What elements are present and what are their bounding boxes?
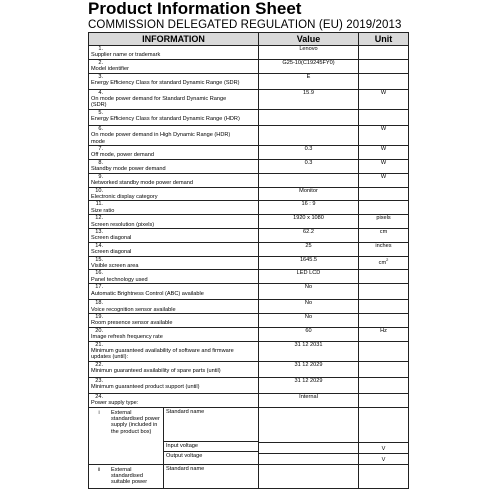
table-row	[89, 361, 409, 377]
table-row	[89, 109, 409, 125]
power-supply-description: External standardised power supply (included in the product box)	[109, 408, 164, 464]
unit-text: W	[380, 159, 387, 166]
row-number: 4.	[98, 89, 103, 96]
row-label: Minimun guaranteed availability of spare parts (until)	[91, 368, 221, 375]
unit-text: Hz	[380, 327, 387, 334]
power-supply-row	[89, 407, 409, 442]
value-cell: 1920 x 1080	[259, 215, 359, 229]
row-number: 11.	[95, 201, 103, 208]
table-row	[89, 159, 409, 173]
value-cell	[259, 109, 359, 125]
table-row	[89, 314, 409, 328]
row-label: Image refresh frequency rate	[91, 334, 163, 341]
row-number: 14.	[95, 242, 103, 249]
info-cell	[89, 270, 259, 284]
table-row	[89, 201, 409, 215]
table-row	[89, 46, 409, 60]
row-number: 17.	[95, 284, 103, 291]
row-number: 5.	[98, 109, 103, 116]
value-cell: 0.3	[259, 159, 359, 173]
value-cell: Internal	[259, 393, 359, 407]
row-number: 21.	[95, 341, 103, 348]
roman-numeral: ii	[97, 466, 101, 473]
table-row	[89, 300, 409, 314]
unit-cell	[359, 314, 409, 328]
power-supply-type-cell	[89, 407, 259, 464]
page-title: Product Information Sheet	[88, 0, 302, 18]
row-label: Standby mode power demand	[91, 166, 166, 173]
row-label: Networked standby mode power demand	[91, 180, 193, 187]
table-body	[89, 46, 409, 489]
unit-cell	[359, 284, 409, 300]
info-cell	[89, 59, 259, 73]
power-supply-value	[259, 442, 359, 453]
power-supply-unit: V	[359, 453, 409, 464]
unit-text: cm	[379, 228, 388, 235]
table-header-row	[89, 33, 409, 46]
row-label: Supplier name or trademark	[91, 52, 161, 59]
row-label: Energy Efficiency Class for standard Dynamic Range (HDR)	[91, 116, 240, 123]
value-cell: Monitor	[259, 187, 359, 201]
info-cell	[89, 228, 259, 242]
table-row	[89, 341, 409, 361]
table-row	[89, 187, 409, 201]
row-number: 16.	[95, 270, 103, 277]
unit-cell	[359, 159, 409, 173]
unit-text: W	[380, 89, 387, 96]
info-cell	[89, 300, 259, 314]
info-cell	[89, 109, 259, 125]
row-number: 9.	[98, 173, 103, 180]
unit-cell	[359, 73, 409, 89]
value-cell: 15.9	[259, 89, 359, 109]
unit-cell	[359, 125, 409, 145]
info-cell	[89, 314, 259, 328]
unit-cell	[359, 109, 409, 125]
table-row	[89, 270, 409, 284]
table-row	[89, 146, 409, 160]
unit-cell	[359, 228, 409, 242]
row-number: 22.	[95, 361, 103, 368]
row-number: 1.	[98, 46, 103, 52]
product-info-table	[88, 32, 409, 489]
unit-cell	[359, 327, 409, 341]
unit-text: W	[380, 146, 387, 153]
value-cell: 60	[259, 327, 359, 341]
unit-text: W	[380, 125, 387, 132]
table-row	[89, 215, 409, 229]
row-label: Screen diagonal	[91, 235, 132, 242]
value-cell: E	[259, 73, 359, 89]
power-supply-value	[259, 464, 359, 488]
power-supply-value	[259, 453, 359, 464]
unit-cell	[359, 46, 409, 60]
row-label: Panel technology used	[91, 276, 148, 283]
table-row	[89, 242, 409, 256]
table-row	[89, 393, 409, 407]
row-number: 10.	[95, 187, 103, 194]
table-row	[89, 327, 409, 341]
info-cell	[89, 242, 259, 256]
table-row	[89, 73, 409, 89]
row-label: Voice recognition sensor available	[91, 306, 176, 313]
value-cell: 31 12 2031	[259, 341, 359, 361]
unit-text: pixels	[376, 215, 391, 222]
row-label: On mode power demand for Standard Dynamic Range (SDR)	[91, 96, 227, 109]
row-number: 12.	[95, 215, 103, 222]
value-cell: 31 12 2029	[259, 377, 359, 393]
info-cell	[89, 73, 259, 89]
row-number: 7.	[98, 146, 103, 153]
info-cell	[89, 201, 259, 215]
value-cell: No	[259, 300, 359, 314]
row-label: Automatic Brightness Control (ABC) available	[91, 290, 204, 297]
row-number: 8.	[98, 159, 103, 166]
value-cell: Lenovo	[259, 46, 359, 60]
value-cell	[259, 125, 359, 145]
value-cell: LED LCD	[259, 270, 359, 284]
value-cell: 0.3	[259, 146, 359, 160]
info-cell	[89, 377, 259, 393]
row-number: 2.	[98, 59, 103, 66]
row-number: 20.	[95, 327, 103, 334]
info-cell	[89, 46, 259, 60]
row-number: 13.	[95, 228, 103, 235]
row-number: 3.	[98, 73, 103, 80]
power-supply-item-label: Standard name	[166, 465, 205, 472]
unit-cell	[359, 59, 409, 73]
row-label: Minimum guaranteed product support (until)	[91, 384, 200, 391]
value-cell: 31 12 2029	[259, 361, 359, 377]
unit-text: cm	[378, 259, 387, 266]
value-cell: No	[259, 314, 359, 328]
power-supply-type-cell	[89, 464, 259, 488]
row-label: Screen resolution (pixels)	[91, 221, 155, 228]
info-cell	[89, 393, 259, 407]
value-cell: 1645.5	[259, 256, 359, 270]
unit-cell	[359, 187, 409, 201]
row-label: Size ratio	[91, 207, 115, 214]
table-row	[89, 228, 409, 242]
header-information: INFORMATION	[89, 33, 259, 46]
unit-text: W	[380, 173, 387, 180]
header-value: Value	[259, 33, 359, 46]
info-cell	[89, 187, 259, 201]
info-cell	[89, 341, 259, 361]
row-label: On mode power demand in High Dynamic Range (HDR) mode	[91, 132, 231, 145]
power-supply-value	[259, 407, 359, 442]
info-cell	[89, 361, 259, 377]
row-label: Model identifier	[91, 66, 129, 73]
unit-cell	[359, 146, 409, 160]
unit-cell	[359, 215, 409, 229]
unit-cell	[359, 341, 409, 361]
unit-cell	[359, 393, 409, 407]
unit-cell	[359, 201, 409, 215]
power-supply-row	[89, 464, 409, 488]
info-cell	[89, 125, 259, 145]
row-label: Off mode, power demand	[91, 152, 155, 159]
row-number: 23.	[95, 377, 103, 384]
row-label: Power supply type:	[91, 400, 139, 407]
row-number: 24.	[95, 393, 103, 400]
info-cell	[89, 146, 259, 160]
unit-cell	[359, 377, 409, 393]
value-cell: 25	[259, 242, 359, 256]
table-row	[89, 256, 409, 270]
info-cell	[89, 284, 259, 300]
power-supply-item-label: Standard name	[164, 408, 258, 442]
row-label: Minimum guaranteed availability of software and firmware updates (until):	[91, 348, 234, 361]
info-cell	[89, 256, 259, 270]
unit-cell	[359, 361, 409, 377]
value-cell: G25-10(C19245FY0)	[259, 59, 359, 73]
power-supply-description: External standardised suitable power	[109, 465, 164, 488]
regulation-subtitle: COMMISSION DELEGATED REGULATION (EU) 2019/2013	[88, 19, 402, 31]
power-supply-unit: V	[359, 442, 409, 453]
power-supply-item-label: Input voltage	[164, 442, 258, 452]
unit-cell	[359, 89, 409, 109]
info-cell	[89, 327, 259, 341]
value-cell: No	[259, 284, 359, 300]
table-row	[89, 89, 409, 109]
power-supply-unit	[359, 464, 409, 488]
header-unit: Unit	[359, 33, 409, 46]
power-supply-item-label: Output voltage	[166, 452, 203, 459]
unit-cell	[359, 300, 409, 314]
row-label: Room presence sensor available	[91, 320, 173, 327]
row-number: 19.	[95, 314, 103, 320]
row-label: Energy Efficiency Class for standard Dynamic Range (SDR)	[91, 80, 240, 87]
row-label: Electronic display category	[91, 193, 158, 200]
info-cell	[89, 89, 259, 109]
roman-numeral: i	[98, 409, 100, 416]
value-cell: 16 : 9	[259, 201, 359, 215]
unit-text: inches	[375, 242, 392, 249]
value-cell: 62.2	[259, 228, 359, 242]
row-number: 6.	[98, 125, 103, 132]
unit-cell	[359, 173, 409, 187]
info-cell	[89, 173, 259, 187]
row-number: 15.	[95, 256, 103, 263]
table-row	[89, 284, 409, 300]
table-row	[89, 59, 409, 73]
info-cell	[89, 215, 259, 229]
power-supply-unit	[359, 407, 409, 442]
unit-cell	[359, 256, 409, 270]
value-cell	[259, 173, 359, 187]
info-cell	[89, 159, 259, 173]
unit-superscript: 2	[386, 256, 389, 262]
row-number: 18.	[95, 300, 103, 307]
table-row	[89, 377, 409, 393]
row-label: Screen diagonal	[91, 249, 132, 256]
table-row	[89, 173, 409, 187]
table-row	[89, 125, 409, 145]
unit-cell	[359, 242, 409, 256]
unit-cell	[359, 270, 409, 284]
row-label: Visible screen area	[91, 262, 139, 269]
